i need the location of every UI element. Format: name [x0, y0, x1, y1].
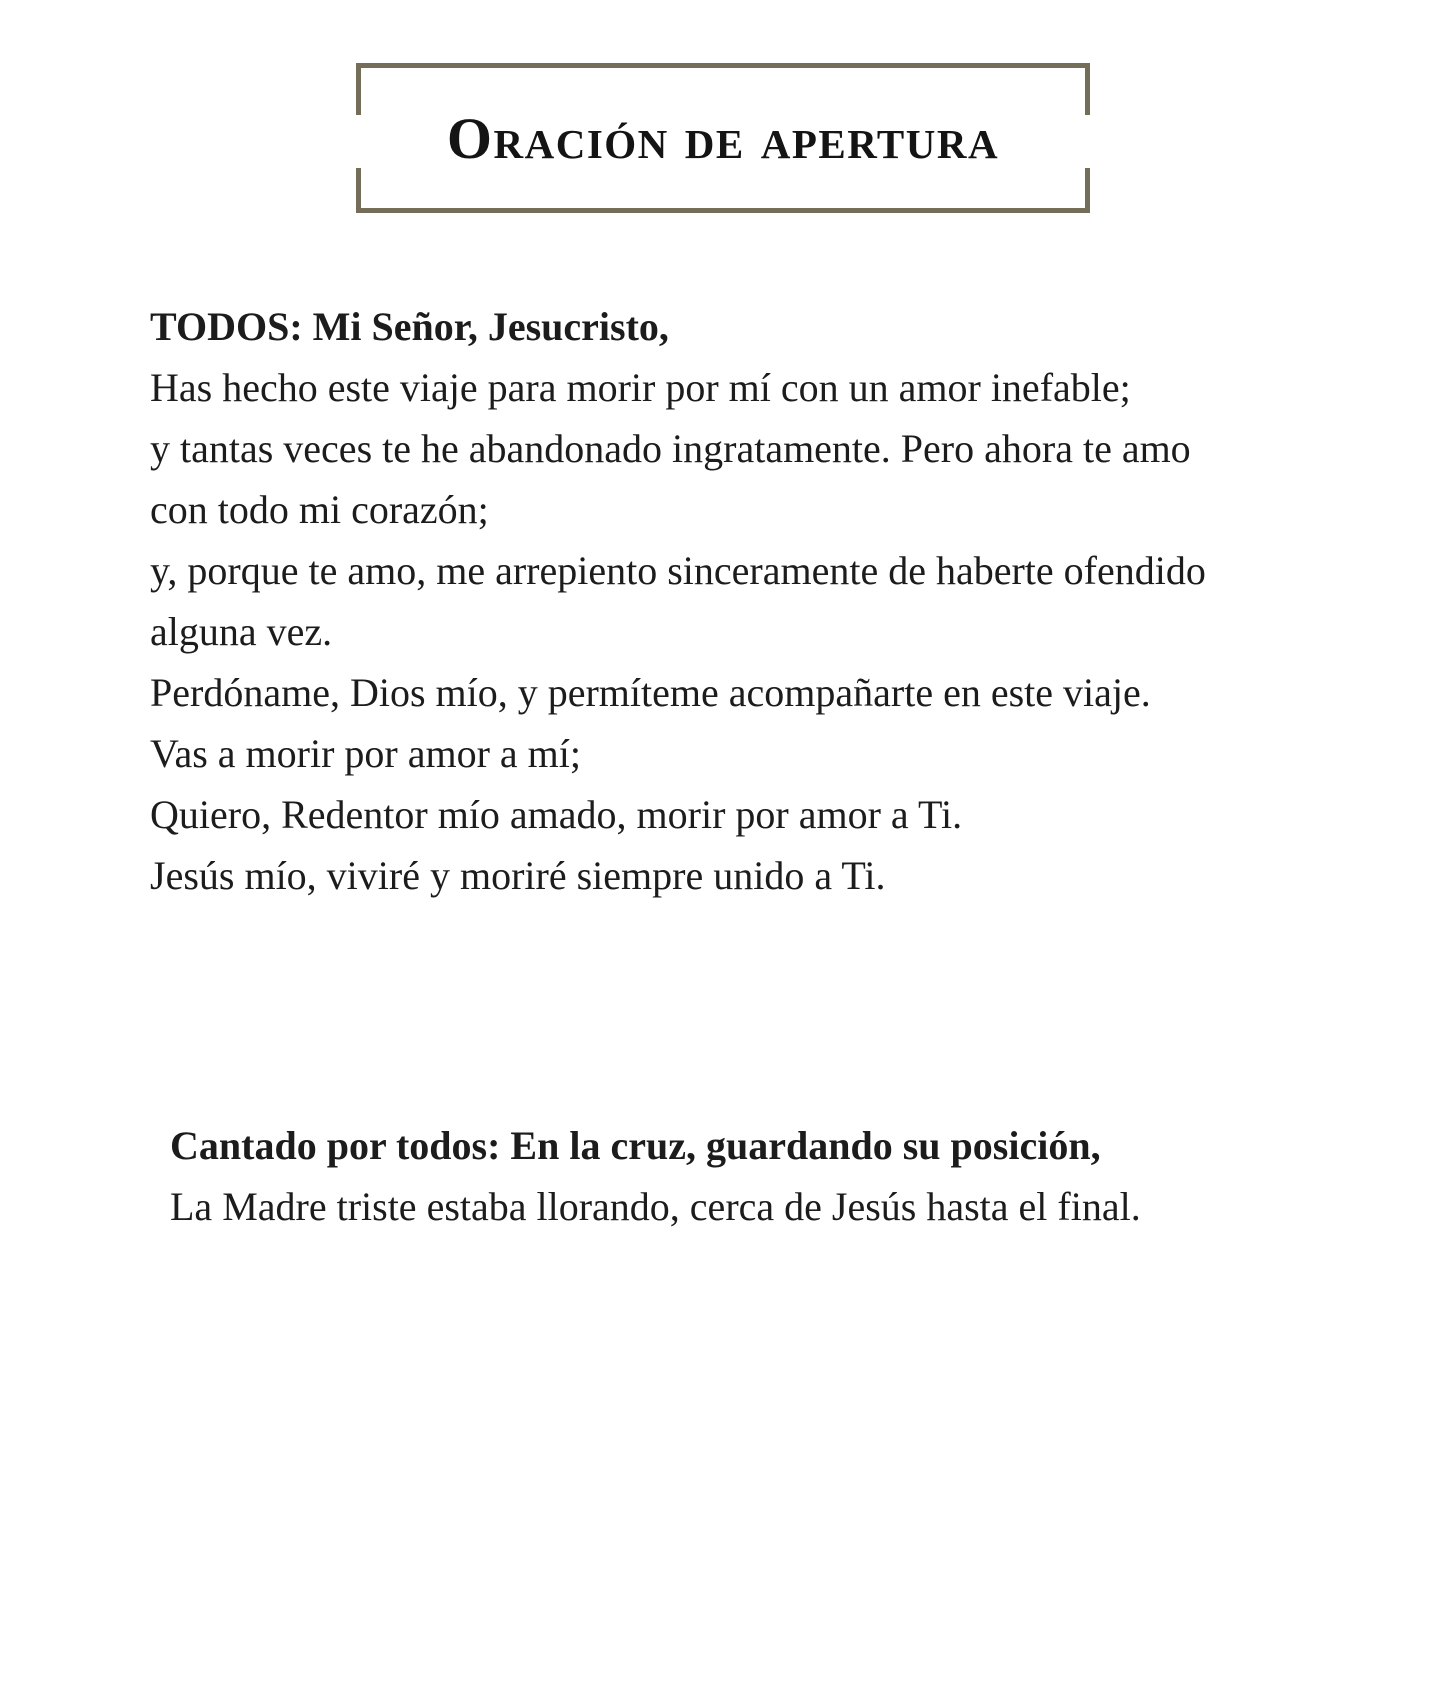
- title-box: [356, 63, 1090, 213]
- prayer-line: Perdóname, Dios mío, y permíteme acompañarte en este viaje.: [150, 670, 1151, 715]
- prayer-line: TODOS: Mi Señor, Jesucristo,: [150, 304, 669, 349]
- prayer-line: Quiero, Redentor mío amado, morir por amor a Ti.: [150, 792, 963, 837]
- page-title: Oración de apertura: [446, 105, 1000, 171]
- prayer-line: y, porque te amo, me arrepiento sinceramente de haberte ofendido: [150, 548, 1206, 593]
- prayer-line: Has hecho este viaje para morir por mí con un amor inefable;: [150, 365, 1131, 410]
- prayer-line: con todo mi corazón;: [150, 487, 489, 532]
- prayer-line: Vas a morir por amor a mí;: [150, 731, 581, 776]
- hymn-line: Cantado por todos: En la cruz, guardando su posición,: [170, 1123, 1101, 1168]
- hymn-text-block: [170, 1115, 1141, 1237]
- prayer-line: y tantas veces te he abandonado ingratamente. Pero ahora te amo: [150, 426, 1191, 471]
- prayer-line: alguna vez.: [150, 609, 333, 654]
- prayer-line: Jesús mío, viviré y moriré siempre unido a Ti.: [150, 853, 886, 898]
- hymn-line: La Madre triste estaba llorando, cerca de Jesús hasta el final.: [170, 1184, 1141, 1229]
- prayer-text-block: [150, 296, 1206, 906]
